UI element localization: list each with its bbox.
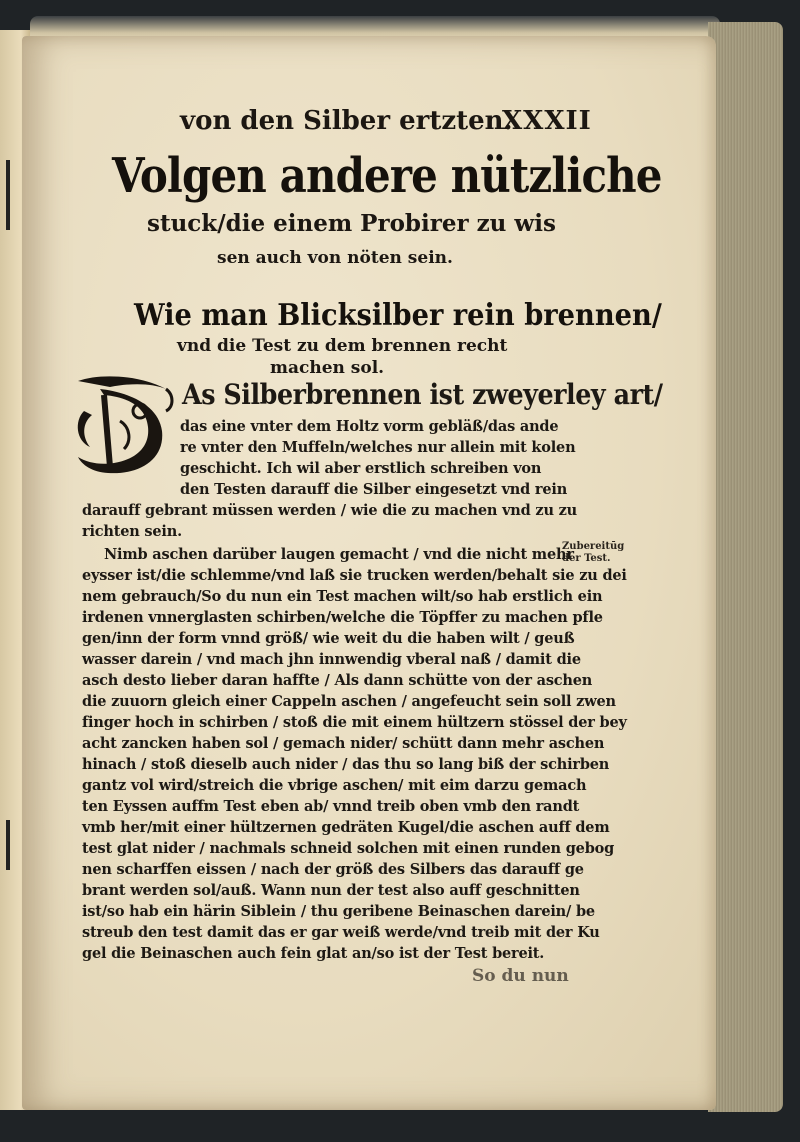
- decorated-initial-icon: [70, 371, 180, 481]
- body-line: wasser darein / vnd mach jhn innwendig vberal naß / damit die: [82, 651, 581, 668]
- body-line: test glat nider / nachmals schneid solchen mit einen runden gebog: [82, 840, 615, 857]
- body-line: nem gebrauch/So du nun ein Test machen wilt/so hab erstlich ein: [82, 588, 603, 605]
- body-line: eysser ist/die schlemme/vnd laß sie trucken werden/behalt sie zu dei: [82, 567, 627, 584]
- margin-note-line: Zubereitūg: [562, 541, 625, 552]
- book-page: [22, 36, 716, 1110]
- left-page-ink-mark: [6, 820, 10, 870]
- margin-note-line: der Test.: [562, 553, 611, 564]
- body-line: ist/so hab ein härin Siblein / thu geribene Beinaschen darein/ be: [82, 903, 595, 920]
- body-line: As Silberbrennen ist zweyerley art/: [182, 378, 663, 411]
- margin-note: [562, 541, 642, 565]
- running-head-title: von den Silber ertzten.: [180, 106, 513, 136]
- page-block-edges: [708, 22, 783, 1112]
- page-content: [22, 36, 716, 1110]
- body-line: die zuuorn gleich einer Cappeln aschen / angefeucht sein soll zwen: [82, 693, 616, 710]
- section-title-line-1: Volgen andere nützliche: [112, 148, 662, 204]
- body-line: re vnter den Muffeln/welches nur allein mit kolen: [180, 439, 576, 456]
- body-line: hinach / stoß dieselb auch nider / das thu so lang biß der schirben: [82, 756, 610, 773]
- section-title-line-3: sen auch von nöten sein.: [217, 248, 453, 268]
- subheading-line-3: machen sol.: [270, 358, 385, 378]
- folio-number: XXXII: [502, 106, 592, 136]
- body-line: acht zancken haben sol / gemach nider/ schütt dann mehr aschen: [82, 735, 605, 752]
- body-line: gel die Beinaschen auch fein glat an/so ist der Test bereit.: [82, 945, 545, 962]
- subheading-line-2: vnd die Test zu dem brennen recht: [177, 336, 508, 356]
- body-line: Nimb aschen darüber laugen gemacht / vnd die nicht mehr: [104, 546, 574, 563]
- body-line: darauff gebrant müssen werden / wie die zu machen vnd zu zu: [82, 502, 578, 519]
- body-line: das eine vnter dem Holtz vorm gebläß/das ande: [180, 418, 559, 435]
- body-line: brant werden sol/auß. Wann nun der test also auff geschnitten: [82, 882, 580, 899]
- body-line: gen/inn der form vnnd größ/ wie weit du die haben wilt / geuß: [82, 630, 575, 647]
- body-line: streub den test damit das er gar weiß werde/vnd treib mit der Ku: [82, 924, 600, 941]
- body-line: vmb her/mit einer hültzernen gedräten Kugel/die aschen auff dem: [82, 819, 610, 836]
- running-head: [180, 106, 590, 136]
- catchword: So du nun: [472, 966, 569, 986]
- body-line: richten sein.: [82, 523, 182, 540]
- body-line: nen scharffen eissen / nach der größ des Silbers das darauff ge: [82, 861, 584, 878]
- section-title-line-2: stuck/die einem Probirer zu wis: [147, 210, 556, 237]
- body-line: finger hoch in schirben / stoß die mit einem hültzern stössel der bey: [82, 714, 627, 731]
- body-line: ten Eyssen auffm Test eben ab/ vnnd treib oben vmb den randt: [82, 798, 580, 815]
- subheading-line-1: Wie man Blicksilber rein brennen/: [134, 298, 662, 333]
- body-line: den Testen darauff die Silber eingesetzt vnd rein: [180, 481, 568, 498]
- body-line: geschicht. Ich wil aber erstlich schreiben von: [180, 460, 542, 477]
- body-line: gantz vol wird/streich die vbrige aschen/ mit eim darzu gemach: [82, 777, 587, 794]
- body-line: asch desto lieber daran haffte / Als dann schütte von der aschen: [82, 672, 593, 689]
- body-line: irdenen vnnerglasten schirben/welche die Töpffer zu machen pfle: [82, 609, 603, 626]
- left-page-ink-mark: [6, 160, 10, 230]
